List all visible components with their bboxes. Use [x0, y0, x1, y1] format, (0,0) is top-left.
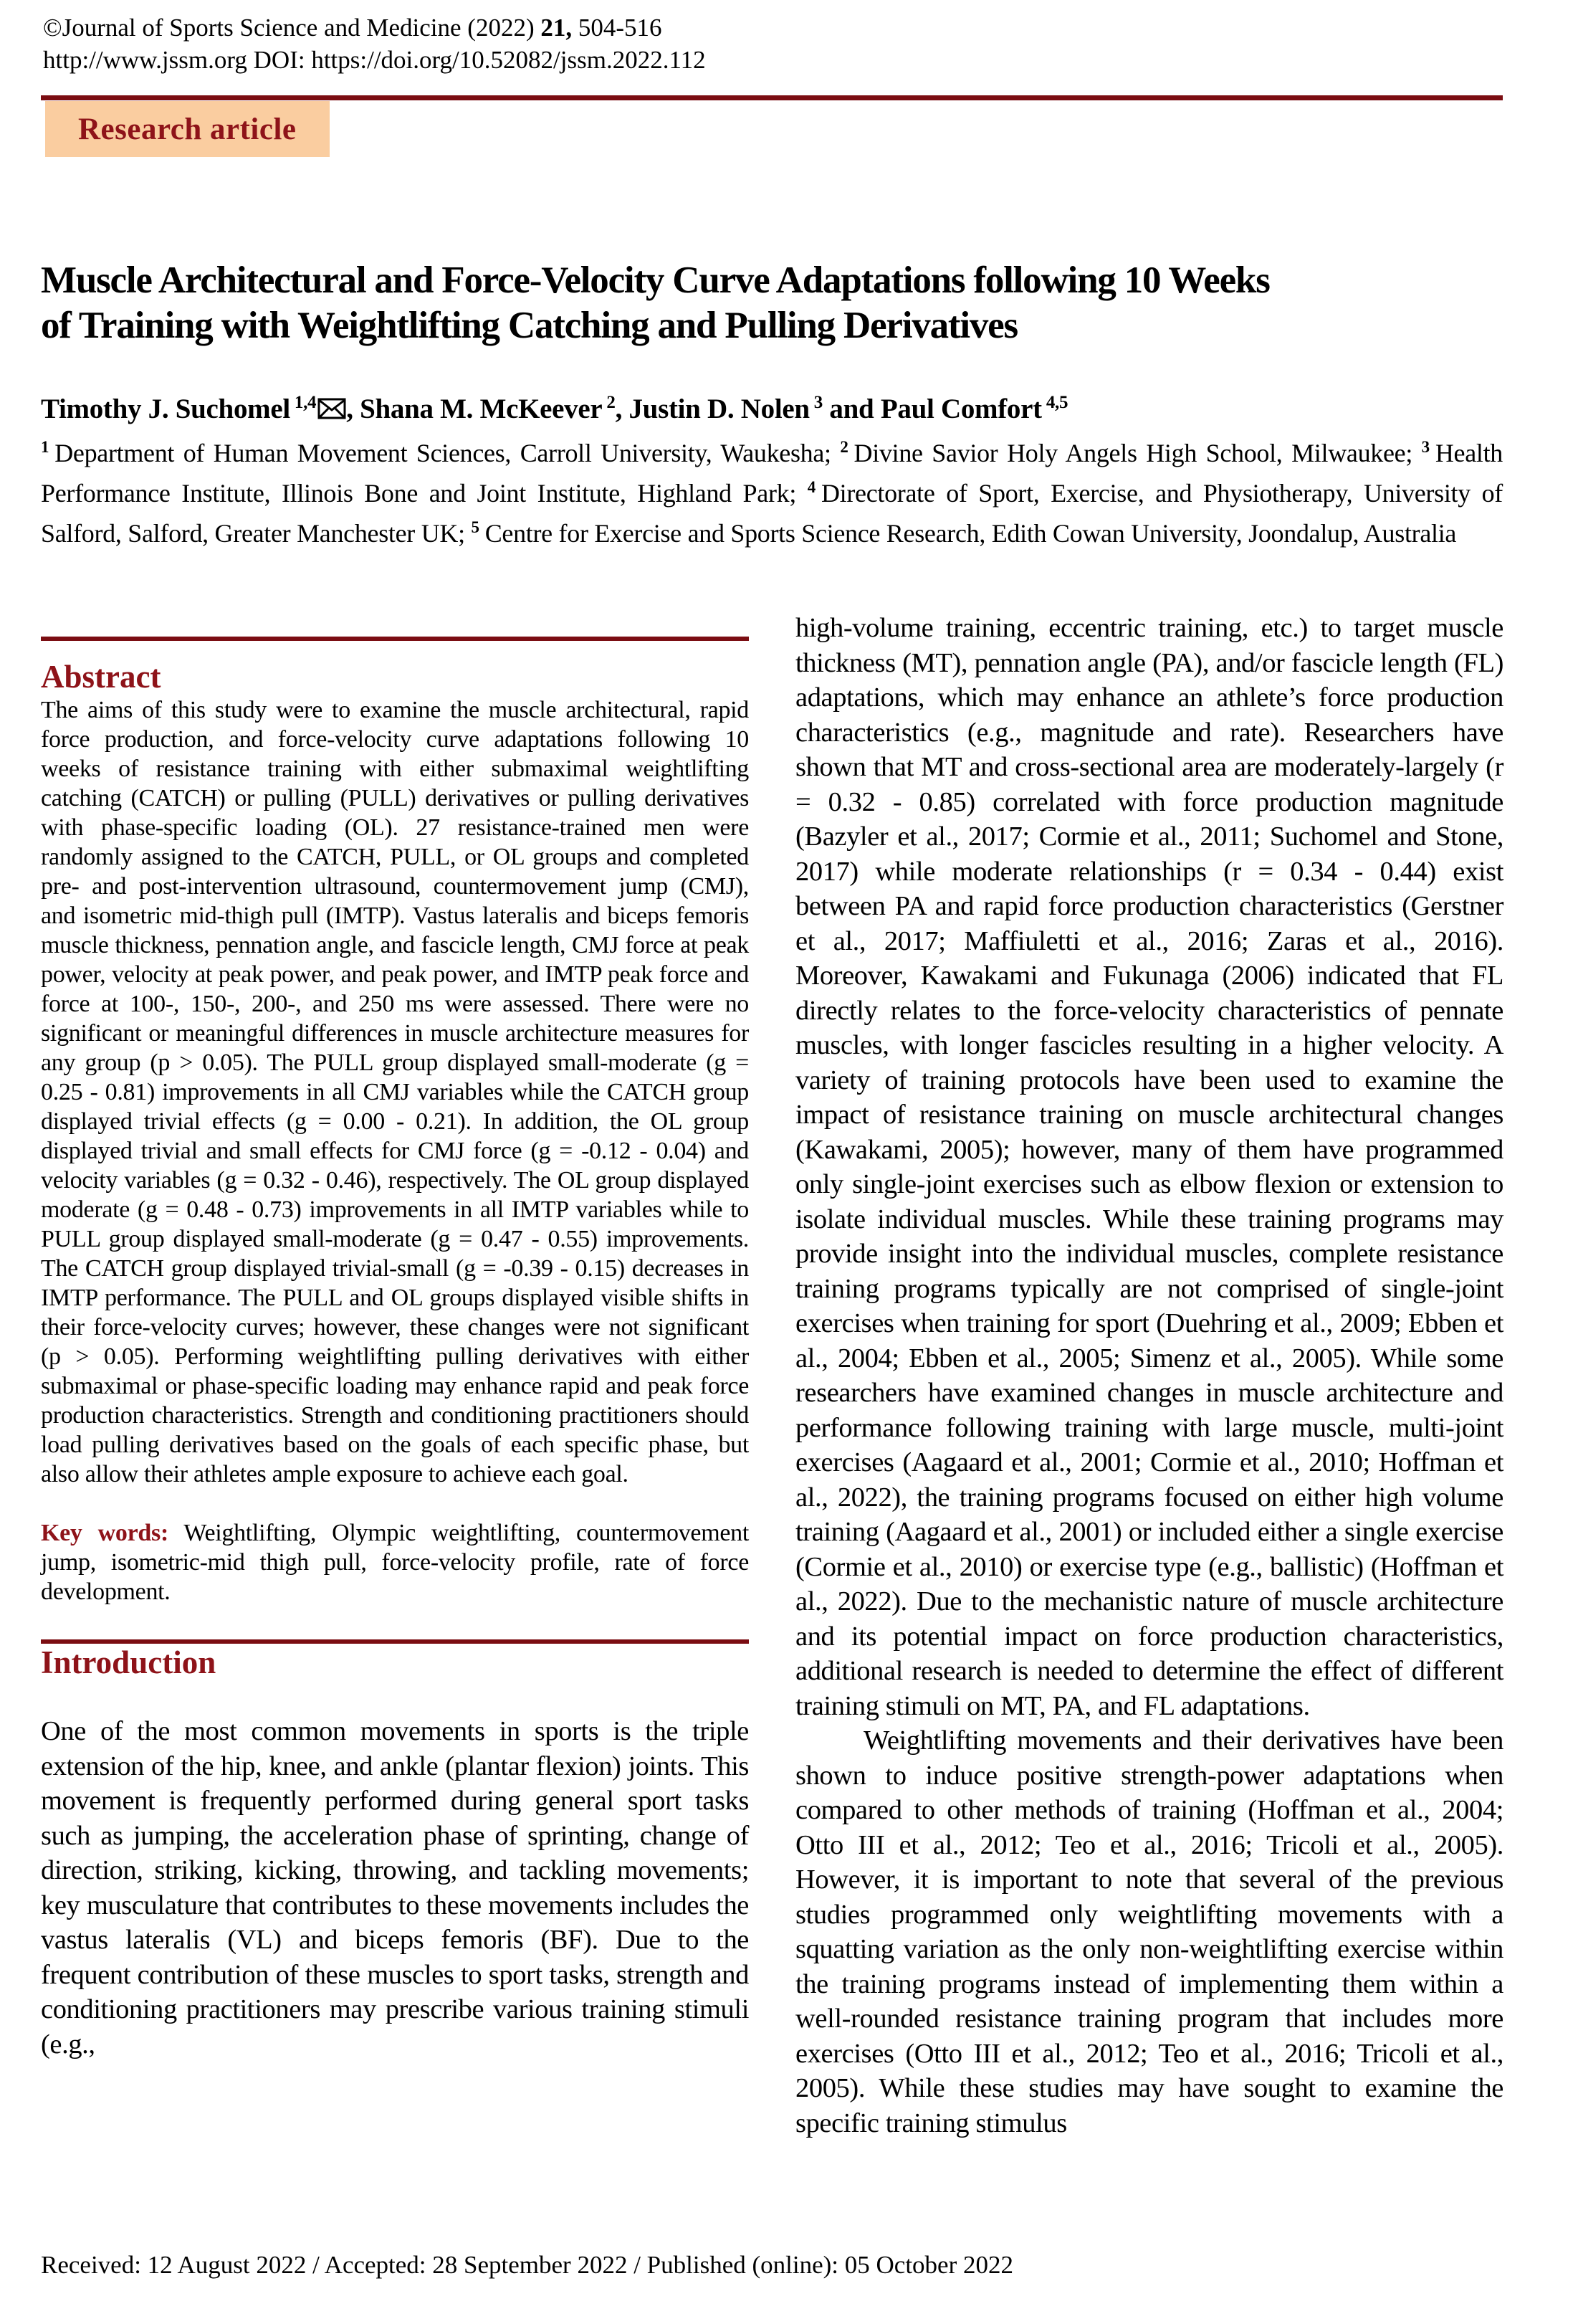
- author-separator: and: [822, 394, 881, 424]
- affiliation-text: Health Performance Institute, Illinois Bone and Joint Institute, Highland Park;: [41, 439, 1503, 508]
- affiliation-superscript: 3: [1421, 438, 1430, 456]
- author-name: Paul Comfort: [880, 394, 1042, 424]
- introduction-heading: Introduction: [41, 1644, 216, 1680]
- author-name: Shana M. McKeever: [360, 394, 603, 424]
- top-divider-rule: [41, 95, 1503, 100]
- affiliation-superscript: 4: [807, 478, 816, 496]
- author-name: Timothy J. Suchomel: [41, 394, 290, 424]
- received-accepted-line: Received: 12 August 2022 / Accepted: 28 September 2022 / Published (online): 05 October 2022: [41, 2251, 1013, 2279]
- affiliation-superscript: 1: [41, 438, 49, 456]
- journal-citation-line: [43, 11, 706, 44]
- affiliation-text: Divine Savior Holy Angels High School, Milwaukee;: [853, 439, 1422, 467]
- author-superscript: 2: [606, 393, 616, 412]
- affiliation-text: Department of Human Movement Sciences, Carroll University, Waukesha;: [54, 439, 841, 467]
- article-title-line2: of Training with Weightlifting Catching and Pulling Derivatives: [41, 305, 1018, 346]
- author-superscript: 4,5: [1046, 393, 1068, 412]
- author-superscript: 3: [813, 393, 823, 412]
- left-column: [41, 637, 749, 2062]
- affiliation-text: Directorate of Sport, Exercise, and Physiotherapy, University of Salford, Salford, Greater Manchester UK;: [41, 479, 1503, 548]
- research-article-badge: Research article: [45, 101, 330, 157]
- journal-pages: 504-516: [572, 14, 662, 42]
- article-title-line1: Muscle Architectural and Force-Velocity Curve Adaptations following 10 Weeks: [41, 259, 1270, 301]
- keywords-text: Weightlifting, Olympic weightlifting, countermovement jump, isometric-mid thigh pull, force-velocity profile, rate of force development.: [41, 1520, 749, 1605]
- journal-citation-prefix: ©Journal of Sports Science and Medicine (2022): [43, 14, 541, 42]
- body-paragraph: Weightlifting movements and their derivatives have been shown to induce positive strength-power adaptations when compared to other methods of training (Hoffman et al., 2004; Otto III et al., 2012; Teo et al., 2016; Tricoli et al., 2005). However, it is important to note that several of the previous studies programmed only weightlifting movements with a squatting variation as the only non-weightlifting exercise within the training programs instead of implementing them within a well-rounded resistance training program that includes more exercises (Otto III et al., 2012; Teo et al., 2016; Tricoli et al., 2005). While these studies may have sought to examine the specific training stimulus: [795, 1725, 1503, 2138]
- keywords-paragraph: [41, 1518, 749, 1606]
- keywords-label: Key words:: [41, 1520, 168, 1546]
- journal-volume: 21,: [540, 14, 573, 42]
- affiliation-superscript: 5: [471, 518, 479, 536]
- body-paragraph: high-volume training, eccentric training, etc.) to target muscle thickness (MT), pennation angle (PA), and/or fascicle length (FL) adaptations, which may enhance an athlete’s force production characteristics (e.g., magnitude and rate). Researchers have shown that MT and cross-sectional area are moderately-largely (r = 0.32 - 0.85) correlated with force production magnitude (Bazyler et al., 2017; Cormie et al., 2011; Suchomel and Stone, 2017) while moderate relationships (r = 0.34 - 0.44) exist between PA and rapid force production characteristics (Gerstner et al., 2017; Maffiuletti et al., 2016; Zaras et al., 2016). Moreover, Kawakami and Fukunaga (2006) indicated that FL directly relates to the force-velocity characteristics of pennate muscles, with longer fascicles resulting in a higher velocity. A variety of training protocols have been used to examine the impact of resistance training on muscle architectural changes (Kawakami, 2005); however, many of them have programmed only single-joint exercises such as elbow flexion or extension to isolate individual muscles. While these training programs may provide insight into the individual muscles, complete resistance training programs typically are not comprised of single-joint exercises when training for sport (Duehring et al., 2009; Ebben et al., 2004; Ebben et al., 2005; Simenz et al., 2005). While some researchers have examined changes in muscle architecture and performance following training with large muscle, multi-joint exercises (Aagaard et al., 2001; Cormie et al., 2010; Hoffman et al., 2022), the training programs focused on either high volume training (Aagaard et al., 2001) or included either a single exercise (Cormie et al., 2010) or exercise type (e.g., ballistic) (Hoffman et al., 2022). Due to the mechanistic nature of muscle architecture and its potential impact on force production characteristics, additional research is needed to determine the effect of different training stimuli on MT, PA, and FL adaptations.: [795, 613, 1503, 1721]
- abstract-top-rule: [41, 637, 749, 641]
- envelope-icon: [317, 394, 346, 427]
- author-separator: ,: [346, 394, 360, 424]
- journal-doi-line: http://www.jssm.org DOI: https://doi.org/10.52082/jssm.2022.112: [43, 46, 706, 74]
- affiliation-superscript: 2: [840, 438, 848, 456]
- right-column: [795, 611, 1503, 2140]
- affiliations: [41, 430, 1503, 551]
- author-superscript: 1,4: [294, 393, 317, 412]
- introduction-text: One of the most common movements in sports is the triple extension of the hip, knee, and ankle (plantar flexion) joints. This movement is frequently performed during general sport tasks such as jumping, the acceleration phase of sprinting, change of direction, striking, kicking, throwing, and tackling movements; key musculature that contributes to these movements includes the vastus lateralis (VL) and biceps femoris (BF). Due to the frequent contribution of these muscles to sport tasks, strength and conditioning practitioners may prescribe various training stimuli (e.g.,: [41, 1716, 749, 2059]
- authors-line: [41, 393, 1503, 427]
- affiliation-text: Centre for Exercise and Sports Science Research, Edith Cowan University, Joondalup, Australia: [484, 519, 1457, 548]
- abstract-heading: Abstract: [41, 659, 161, 695]
- author-name: Justin D. Nolen: [628, 394, 810, 424]
- journal-header: [43, 11, 706, 76]
- article-title: [41, 258, 1539, 348]
- author-separator: ,: [615, 394, 629, 424]
- abstract-text: The aims of this study were to examine the muscle architectural, rapid force production, and force-velocity curve adaptations following 10 weeks of resistance training with either submaximal weightlifting catching (CATCH) or pulling (PULL) derivatives or pulling derivatives with phase-specific loading (OL). 27 resistance-trained men were randomly assigned to the CATCH, PULL, or OL groups and completed pre- and post-intervention ultrasound, countermovement jump (CMJ), and isometric mid-thigh pull (IMTP). Vastus lateralis and biceps femoris muscle thickness, pennation angle, and fascicle length, CMJ force at peak power, velocity at peak power, and peak power, and IMTP peak force and force at 100-, 150-, 200-, and 250 ms were assessed. There were no significant or meaningful differences in muscle architecture measures for any group (p > 0.05). The PULL group displayed small-moderate (g = 0.25 - 0.81) improvements in all CMJ variables while the CATCH group displayed trivial effects (g = 0.00 - 0.21). In addition, the OL group displayed trivial and small effects for CMJ force (g = -0.12 - 0.04) and velocity variables (g = 0.32 - 0.46), respectively. The OL group displayed moderate (g = 0.48 - 0.73) improvements in all IMTP variables while to PULL group displayed small-moderate (g = 0.47 - 0.55) improvements. The CATCH group displayed trivial-small (g = -0.39 - 0.15) decreases in IMTP performance. The PULL and OL groups displayed visible shifts in their force-velocity curves; however, these changes were not significant (p > 0.05). Performing weightlifting pulling derivatives with either submaximal or phase-specific loading may enhance rapid and peak force production characteristics. Strength and conditioning practitioners should load pulling derivatives based on the goals of each specific phase, but also allow their athletes ample exposure to achieve each goal.: [41, 697, 749, 1487]
